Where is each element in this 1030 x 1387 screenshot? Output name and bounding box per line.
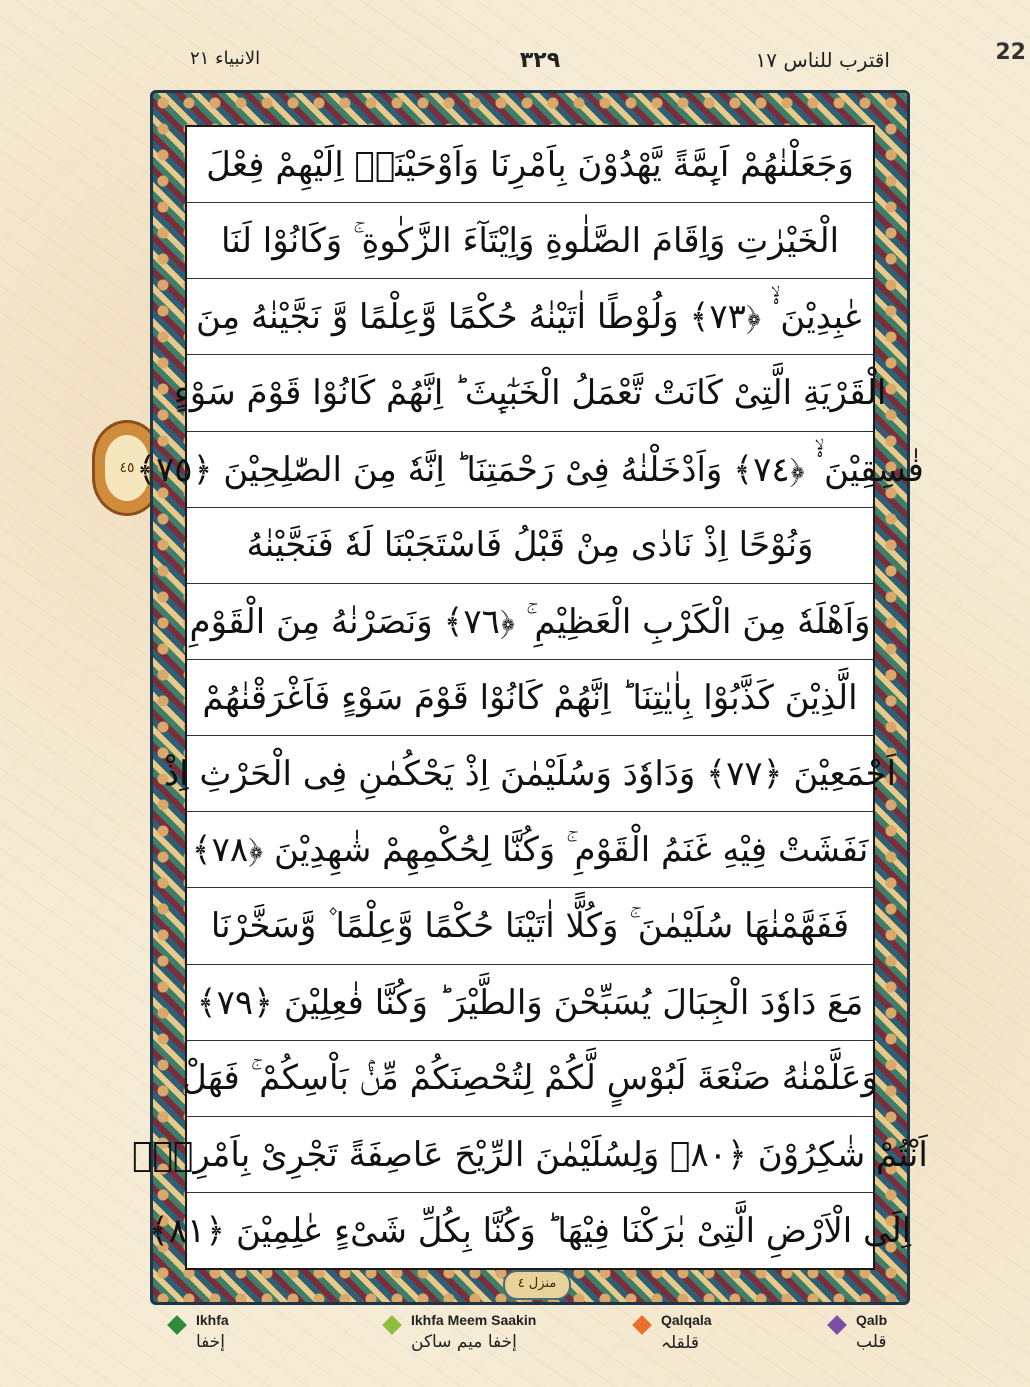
legend-label-en: Qalqala	[661, 1312, 712, 1328]
text-line	[187, 203, 873, 279]
ruku-marker-text: ٤٥	[105, 435, 149, 501]
line-text: مَعَ دَاوٗدَ الْجِبَالَ يُسَبِّحْنَ وَالطَّيْرَ ؕ وَكُنَّا فٰعِلِيْنَ ﴿٧٩﴾	[196, 982, 864, 1023]
line-text: وَاَهْلَهٗ مِنَ الْكَرْبِ الْعَظِيْمِ ۚ ﴿٧٦﴾ وَنَصَرْنٰهُ مِنَ الْقَوْمِ	[189, 601, 871, 642]
juz-name: اقترب للناس ١٧	[755, 48, 890, 72]
ornamental-frame	[132, 90, 928, 1305]
diamond-icon	[827, 1315, 847, 1335]
line-text: وَجَعَلْنٰهُمْ اَىِٕمَّةً يَّهْدُوْنَ بِاَمْرِنَا وَاَوْحَيْنَاۤ اِلَيْهِمْ فِعْلَ	[206, 144, 854, 185]
legend-label-ur: قلب	[856, 1332, 887, 1352]
surah-name: الانبياء ٢١	[190, 48, 261, 69]
legend-label-ur: إخفا	[196, 1332, 226, 1352]
line-text: نَفَشَتْ فِيْهِ غَنَمُ الْقَوْمِ ۚ وَكُنَّا لِحُكْمِهِمْ شٰهِدِيْنَ ﴿٧٨﴾	[191, 830, 869, 871]
text-line	[187, 279, 873, 355]
line-text: الْخَيْرٰتِ وَاِقَامَ الصَّلٰوةِ وَاِيْتَآءَ الزَّكٰوةِ ۚ وَكَانُوْا لَنَا	[220, 220, 840, 261]
legend-label-ur: إخفا میم ساکن	[411, 1332, 517, 1352]
diamond-icon	[632, 1315, 652, 1335]
text-line	[132, 1117, 928, 1193]
text-line	[163, 736, 897, 812]
text-line	[187, 812, 873, 888]
manzil-badge: منزل ٤	[503, 1270, 571, 1300]
line-text: عٰبِدِيْنَ ۟ۙ ﴿٧٣﴾ وَلُوْطًا اٰتَيْنٰهُ حُكْمًا وَّعِلْمًا وَّ نَجَّيْنٰهُ مِنَ	[195, 297, 865, 338]
legend-label-en: Ikhfa	[196, 1312, 229, 1328]
text-line	[148, 1193, 912, 1268]
text-line	[187, 584, 873, 660]
line-text: الَّذِيْنَ كَذَّبُوْا بِاٰيٰتِنَا ؕ اِنَّهُمْ كَانُوْا قَوْمَ سَوْءٍ فَاَغْرَقْنٰهُمْ	[202, 677, 858, 718]
line-text: الْقَرْيَةِ الَّتِىْ كَانَتْ تَّعْمَلُ الْخَبٰٓىِٕثَ ؕ اِنَّهُمْ كَانُوْا قَوْمَ سَوْءٍ	[173, 372, 887, 413]
line-text: اِلَى الْاَرْضِ الَّتِىْ بٰرَكْنَا فِيْهَا ؕ وَكُنَّا بِكُلِّ شَىْءٍ عٰلِمِيْنَ ﴿٨١﴾	[148, 1211, 912, 1252]
legend-label-en: Qalb	[856, 1312, 888, 1328]
text-panel	[132, 125, 928, 1270]
text-line	[136, 432, 924, 508]
diamond-icon	[382, 1315, 402, 1335]
edge-mark: 22	[995, 40, 1026, 65]
diamond-icon	[167, 1315, 187, 1335]
text-line	[187, 888, 873, 964]
text-line	[187, 508, 873, 584]
line-text: اَجْمَعِيْنَ ﴿٧٧﴾ وَدَاوٗدَ وَسُلَيْمٰنَ اِذْ يَحْكُمٰنِ فِى الْحَرْثِ اِذْ	[163, 754, 897, 795]
line-text: وَنُوْحًا اِذْ نَادٰى مِنْ قَبْلُ فَاسْتَجَبْنَا لَهٗ فَنَجَّيْنٰهُ	[246, 525, 814, 566]
text-line	[187, 965, 873, 1041]
line-text: فَفَهَّمْنٰهَا سُلَيْمٰنَ ۚ وَكُلًّا اٰتَيْنَا حُكْمًا وَّعِلْمًا ۫ وَّسَخَّرْنَا	[210, 905, 850, 946]
page-number: ٣٢٩	[519, 48, 561, 73]
line-text: فٰسِقِيْنَ ۟ۙ ﴿٧٤﴾ وَاَدْخَلْنٰهُ فِىْ رَحْمَتِنَا ؕ اِنَّهٗ مِنَ الصّٰلِحِيْنَ ﴿٧٥﴾	[136, 449, 924, 490]
line-text: وَعَلَّمْنٰهُ صَنْعَةَ لَبُوْسٍ لَّكُمْ لِتُحْصِنَكُمْ مِّنْۢ بَاْسِكُمْ ۚ فَهَلْ	[182, 1058, 878, 1099]
page-header	[150, 40, 910, 80]
text-line	[173, 355, 887, 431]
text-line	[187, 660, 873, 736]
legend-label-en: Ikhfa Meem Saakin	[411, 1312, 537, 1328]
legend-label-ur: قلقلہ	[661, 1333, 699, 1353]
text-line	[182, 1041, 878, 1117]
text-line	[187, 127, 873, 203]
tajweed-legend	[170, 1312, 930, 1372]
line-text: اَنْتُمْ شٰكِرُوْنَ ﴿٨٠﴾ وَلِسُلَيْمٰنَ الرِّيْحَ عَاصِفَةً تَجْرِىْ بِاَمْرِهٖۤ	[132, 1134, 928, 1175]
